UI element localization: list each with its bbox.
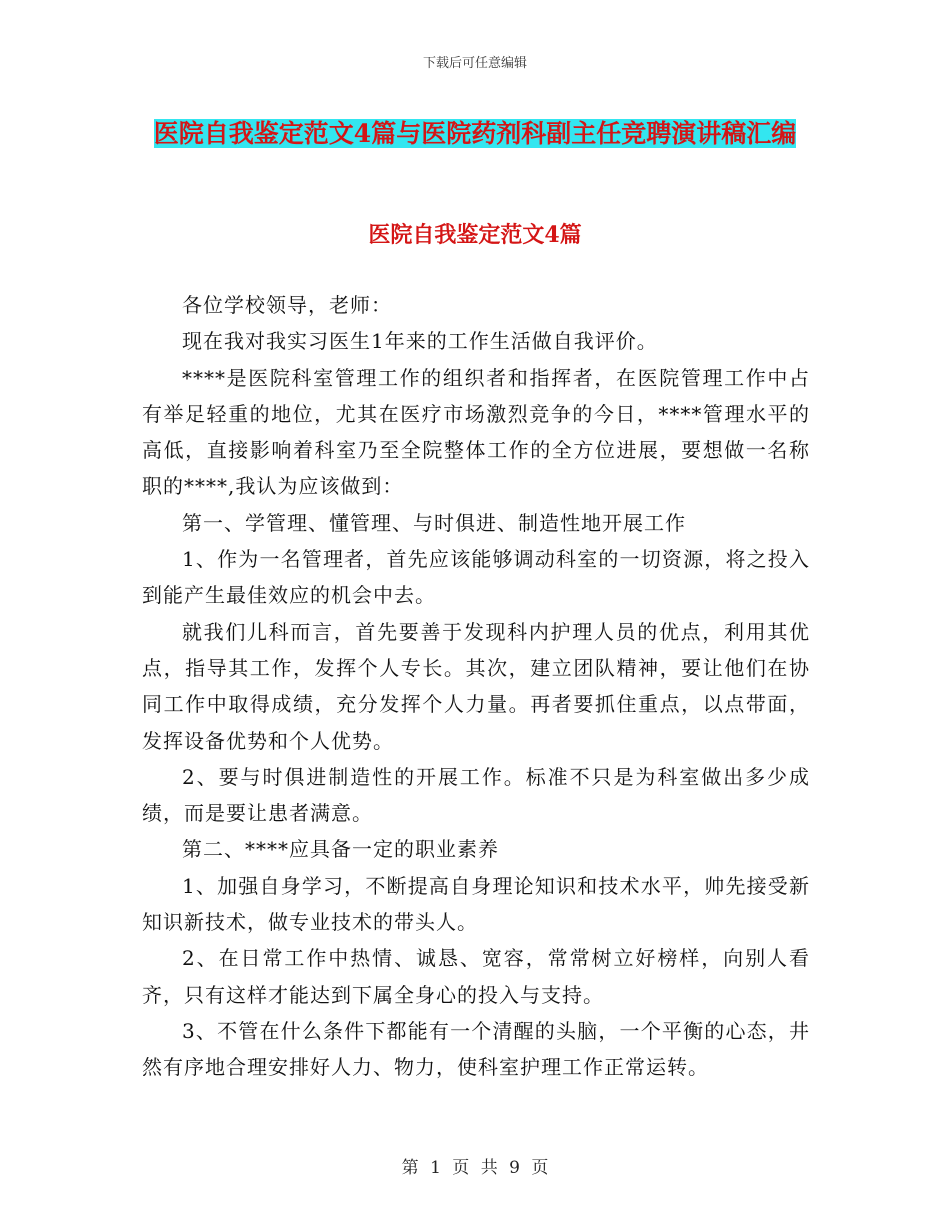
paragraph: 2、在日常工作中热情、诚恳、宽容，常常树立好榜样，向别人看齐，只有这样才能达到下属全身心的投入与支持。 [142,946,810,1007]
page-footer: 第 1 页 共 9 页 [401,1158,549,1178]
section-title: 医院自我鉴定范文4篇 [368,222,582,248]
paragraph: 第一、学管理、懂管理、与时俱进、制造性地开展工作 [182,510,686,535]
paragraph: 1、加强自身学习，不断提高自身理论知识和技术水平，帅先接受新知识新技术，做专业技术的带头人。 [142,873,810,935]
paragraph: ****是医院科室管理工作的组织者和指挥者，在医院管理工作中占有举足轻重的地位，尤其在医疗市场激烈竞争的今日，****管理水平的高低，直接影响着科室乃至全院整体工作的全方位进展，要想做一名称职的****,我认为应该做到： [142,365,810,499]
header-note: 下载后可任意编辑 [422,56,527,71]
document-body [142,287,810,1086]
paragraph: 2、要与时俱进制造性的开展工作。标准不只是为科室做出多少成绩，而是要让患者满意。 [142,764,810,826]
paragraph: 3、不管在什么条件下都能有一个清醒的头脑，一个平衡的心态，井然有序地合理安排好人力、物力，使科室护理工作正常运转。 [142,1018,810,1080]
paragraph: 就我们儿科而言，首先要善于发现科内护理人员的优点，利用其优点，指导其工作，发挥个人专长。其次，建立团队精神，要让他们在协同工作中取得成绩，充分发挥个人力量。再者要抓住重点，以点带面，发挥设备优势和个人优势。 [142,619,810,753]
paragraph: 1、作为一名管理者，首先应该能够调动科室的一切资源，将之投入到能产生最佳效应的机会中去。 [142,547,810,608]
document-title-text: 医院自我鉴定范文4篇与医院药剂科副主任竞聘演讲稿汇编 [153,119,797,148]
paragraph: 现在我对我实习医生1年来的工作生活做自我评价。 [182,329,658,354]
paragraph: 各位学校领导，老师： [182,293,392,317]
document-title [140,108,810,160]
paragraph: 第二、****应具备一定的职业素养 [182,837,499,862]
